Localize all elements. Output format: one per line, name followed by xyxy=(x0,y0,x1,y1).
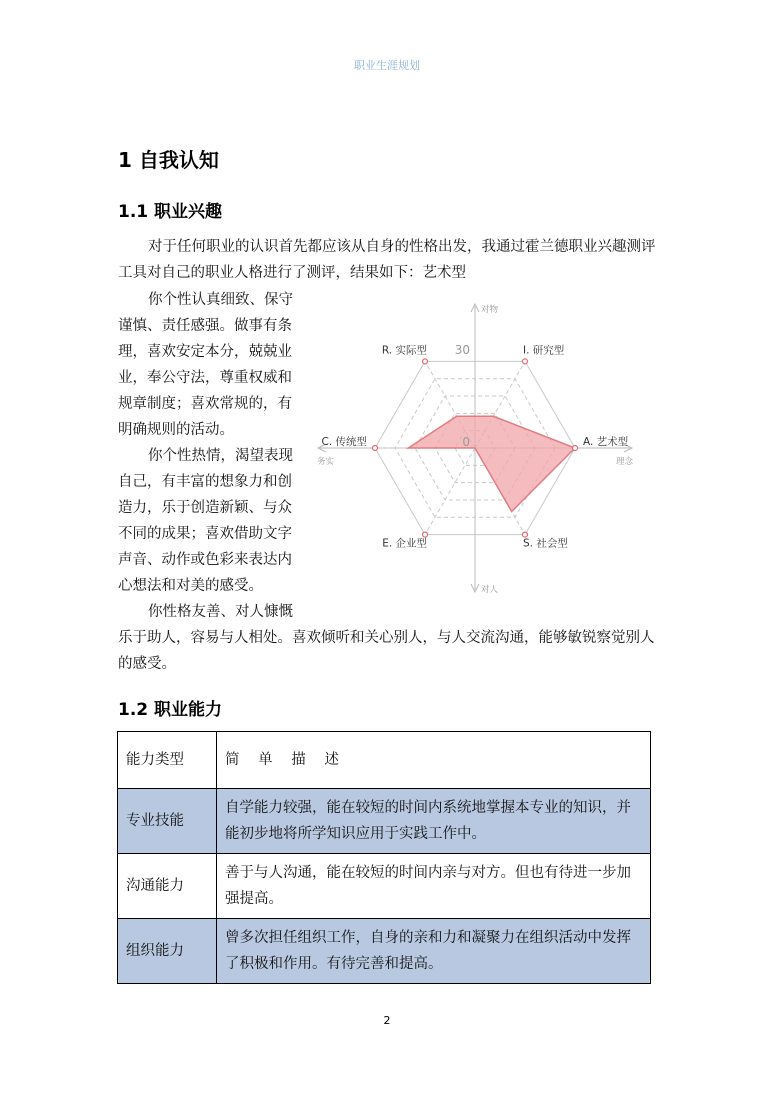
ability-desc-cell: 曾多次担任组织工作，自身的亲和力和凝聚力在组织活动中发挥了积极和作用。有待完善和提高。 xyxy=(217,919,651,984)
radar-spoke xyxy=(425,448,475,535)
dimension-label-bottom: 对人 xyxy=(481,585,499,595)
radar-axis-label: E. 企业型 xyxy=(382,537,427,550)
radar-tick-label: 30 xyxy=(454,343,470,357)
ability-desc-cell: 自学能力较强，能在较短的时间内系统地掌握本专业的知识，并能初步地将所学知识应用于实践工作中。 xyxy=(217,789,651,854)
intro-paragraph: 对于任何职业的认识首先都应该从自身的性格出发，我通过霍兰德职业兴趣测评工具对自己的职业人格进行了测评，结果如下：艺术型 xyxy=(118,239,656,281)
page-number: 2 xyxy=(383,1014,391,1027)
table-header-cell: 简 单 描 述 xyxy=(217,732,651,789)
radar-vertex-dot xyxy=(573,446,578,451)
dimension-label-left: 务实 xyxy=(317,457,335,467)
radar-axis-label: C. 传统型 xyxy=(321,436,367,448)
radar-vertex-dot xyxy=(373,446,378,451)
page-header: 职业生涯规划 xyxy=(354,59,420,72)
subsection-title-ability: 1.2 职业能力 xyxy=(118,700,223,720)
table-row xyxy=(118,919,651,984)
personality-paragraph-continuation: 乐于助人，容易与人相处。喜欢倾听和关心别人，与人交流沟通，能够敏锐察觉别人的感受。 xyxy=(118,630,655,672)
radar-data-area xyxy=(408,416,575,511)
radar-vertex-dot xyxy=(523,359,528,364)
radar-vertex-dot xyxy=(423,532,428,537)
radar-vertex-dot xyxy=(523,532,528,537)
ability-type-cell: 专业技能 xyxy=(118,789,217,854)
personality-paragraph: 你性格友善、对人慷慨 xyxy=(148,604,293,620)
table-row xyxy=(118,854,651,919)
table-header-cell: 能力类型 xyxy=(118,732,217,789)
ability-desc-cell: 善于与人沟通，能在较短的时间内亲与对方。但也有待进一步加强提高。 xyxy=(217,854,651,919)
holland-radar-chart xyxy=(312,296,692,606)
radar-tick-label: 0 xyxy=(462,435,470,449)
personality-paragraph: 你个性热情，渴望表现自己，有丰富的想象力和创造力，乐于创造新颖、与众不同的成果；喜欢借助文字声音、动作或色彩来表达内心想法和对美的感受。 xyxy=(118,448,293,594)
table-row xyxy=(118,789,651,854)
ability-table xyxy=(117,731,651,984)
personality-paragraph: 你个性认真细致、保守谨慎、责任感强。做事有条理，喜欢安定本分，兢兢业业，奉公守法，尊重权威和规章制度；喜欢常规的，有明确规则的活动。 xyxy=(118,292,293,438)
radar-axis-label: I. 研究型 xyxy=(523,344,565,357)
radar-axis-label: R. 实际型 xyxy=(381,344,427,357)
subsection-title-interest: 1.1 职业兴趣 xyxy=(118,202,223,222)
radar-axis-label: A. 艺术型 xyxy=(583,436,629,448)
radar-axis-label: S. 社会型 xyxy=(523,537,568,550)
dimension-label-right: 理念 xyxy=(615,457,633,467)
table-header-row xyxy=(118,732,651,789)
personality-text-column xyxy=(118,287,303,625)
ability-type-cell: 组织能力 xyxy=(118,919,217,984)
section-title: 1 自我认知 xyxy=(118,148,219,172)
radar-vertex-dot xyxy=(423,359,428,364)
dimension-label-top: 对物 xyxy=(481,305,499,315)
ability-type-cell: 沟通能力 xyxy=(118,854,217,919)
